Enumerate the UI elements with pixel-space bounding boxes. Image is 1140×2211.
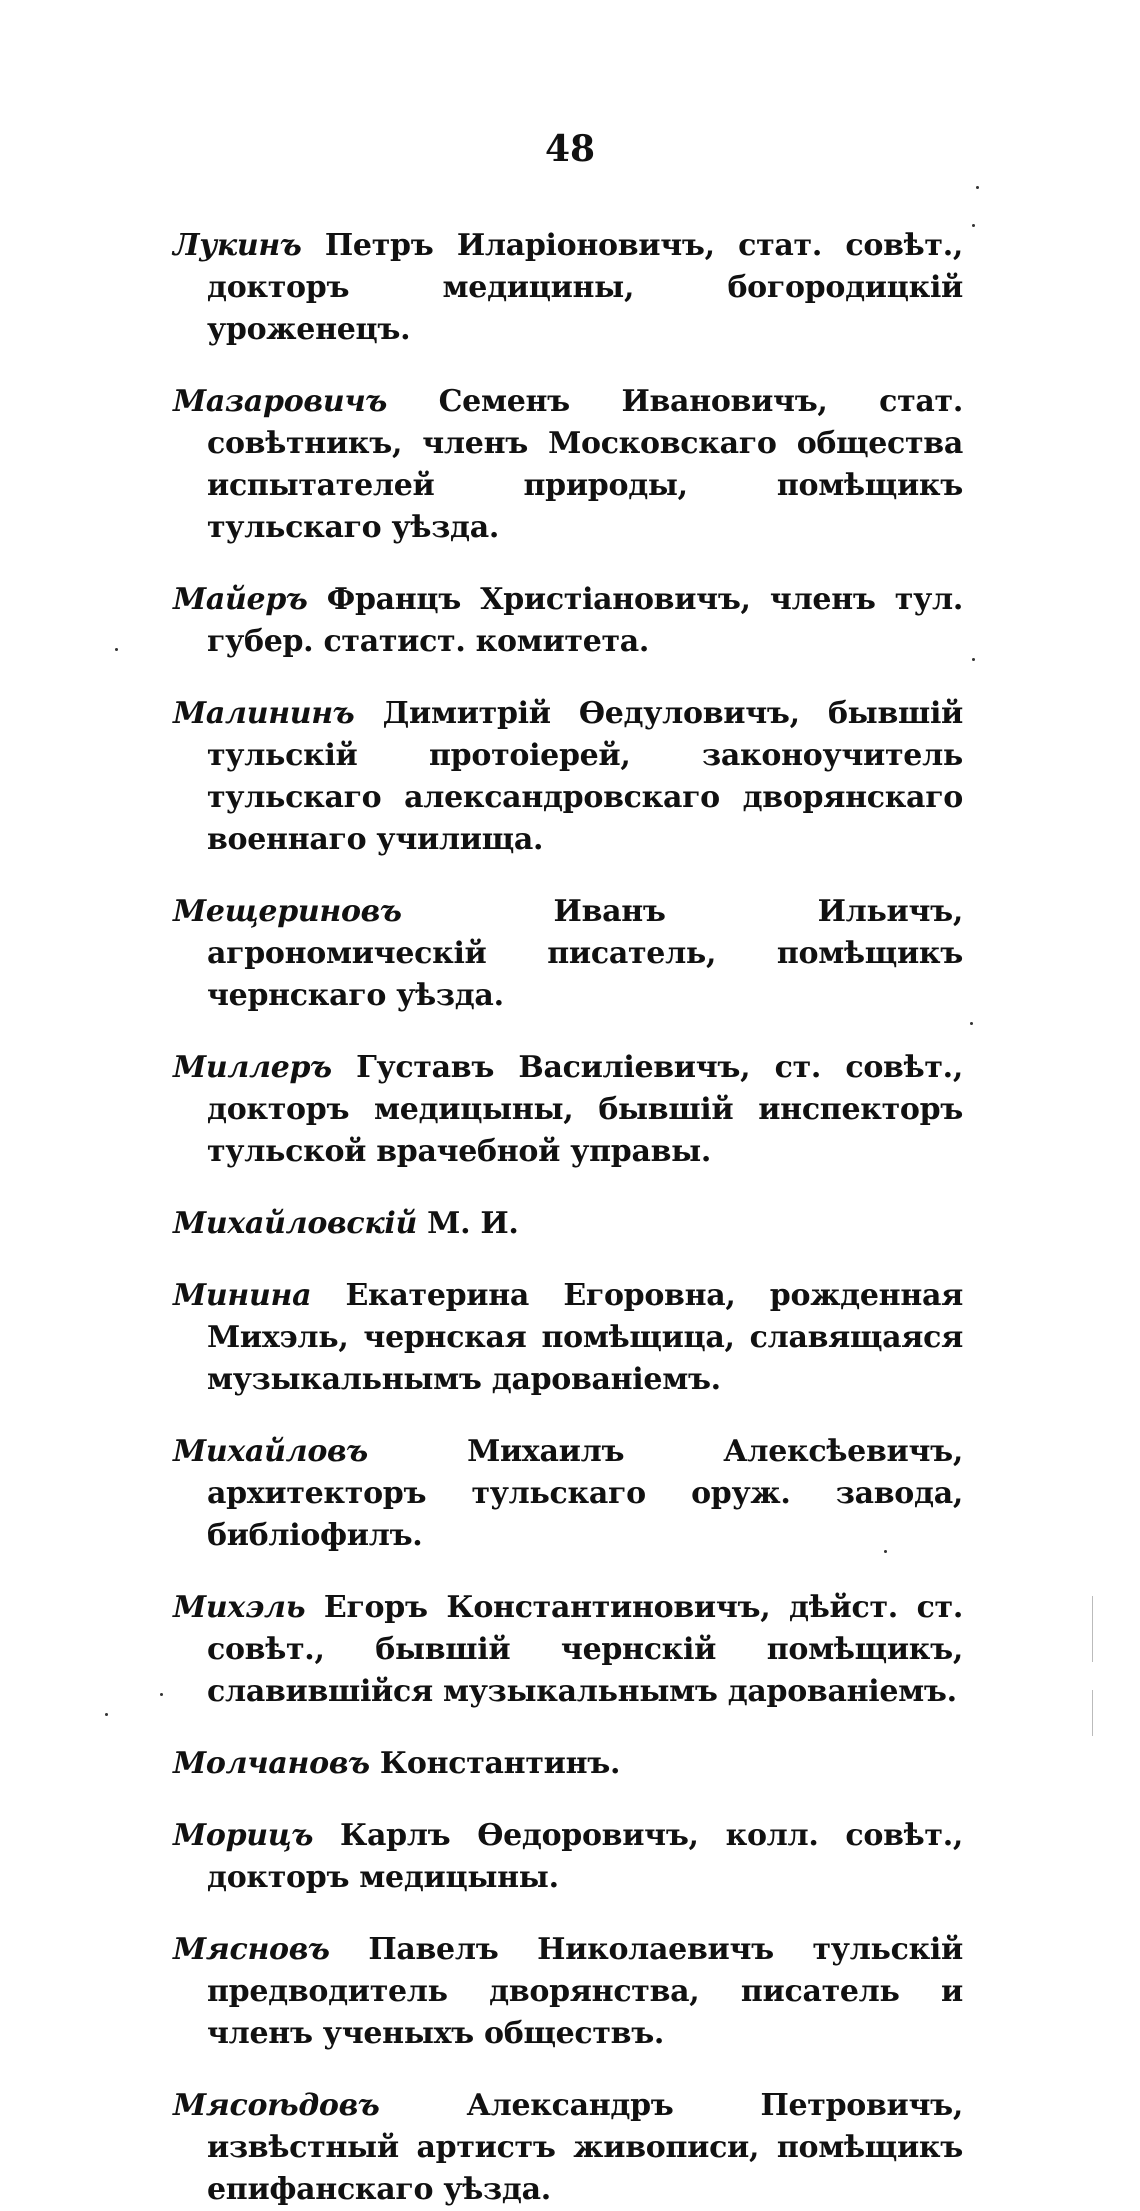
entry-surname: Михайловскій [173,1206,418,1241]
scan-speck [160,1693,163,1696]
entry-surname: Миллеръ [173,1050,332,1085]
scan-speck [972,658,975,661]
entry-text: Егоръ Константиновичъ, дѣйст. ст. совѣт., бывшій чернскій помѣщикъ, славившійся музыкальнымъ дарованіемъ. [207,1590,963,1709]
entry-text: Иванъ Ильичъ, агрономическій писатель, помѣщикъ чернскаго уѣзда. [207,894,963,1013]
entry-surname: Минина [173,1278,312,1313]
entry-surname: Михэль [173,1590,306,1625]
entry-text: Густавъ Василіевичъ, ст. совѣт., докторъ медицыны, бывшій инспекторъ тульской врачебной управы. [207,1050,963,1169]
entry-surname: Лукинъ [173,228,302,263]
list-item [173,2085,963,2211]
entry-text: Павелъ Николаевичъ тульскій предводитель дворянства, писатель и членъ ученыхъ обществъ. [207,1932,963,2051]
entry-surname: Мясновъ [173,1932,330,1967]
list-item [173,1743,963,1785]
entry-text: Константинъ. [379,1746,621,1781]
entry-list [173,195,963,2211]
scan-edge-line [1092,1596,1093,1662]
entry-surname: Михайловъ [173,1434,368,1469]
entry-text: Екатерина Егоровна, рожденная Михэль, чернская помѣщица, славящаяся музыкальнымъ дарованіемъ. [207,1278,963,1397]
entry-text: М. И. [427,1206,519,1241]
entry-surname: Молчановъ [173,1746,370,1781]
entry-text: Михаилъ Алексѣевичъ, архитекторъ тульскаго оруж. завода, библіофилъ. [207,1434,963,1553]
entry-surname: Мещериновъ [173,894,402,929]
list-item [173,1815,963,1899]
entry-surname: Морицъ [173,1818,314,1853]
list-item [173,1047,963,1173]
entry-surname: Малининъ [173,696,355,731]
entry-text: Петръ Иларіоновичъ, стат. совѣт., докторъ медицины, богородицкій уроженецъ. [207,228,963,347]
entry-text: Александръ Петровичъ, извѣстный артистъ живописи, помѣщикъ епифанскаго уѣзда. [207,2088,963,2207]
entry-text: Францъ Христіановичъ, членъ тул. губер. статист. комитета. [207,582,963,659]
list-item [173,1929,963,2055]
scan-speck [884,1550,887,1553]
scan-speck [105,1713,108,1716]
scan-edge-line [1092,1690,1093,1736]
list-item [173,579,963,663]
entry-text: Карлъ Өедоровичъ, колл. совѣт., докторъ медицыны. [207,1818,963,1895]
list-item [173,225,963,351]
scan-speck [972,224,975,227]
list-item [173,891,963,1017]
list-item [173,381,963,549]
list-item [173,1203,963,1245]
entry-surname: Мясоѣдовъ [173,2088,380,2123]
list-item [173,1275,963,1401]
scan-speck [976,186,979,189]
entry-text: Семенъ Ивановичъ, стат. совѣтникъ, членъ Московскаго общества испытателей природы, помѣщикъ тульскаго уѣзда. [207,384,963,545]
scan-speck [970,1022,973,1025]
page-number: 48 [544,128,596,170]
entry-surname: Мазаровичъ [173,384,387,419]
scan-speck [115,648,118,651]
list-item [173,693,963,861]
list-item [173,1587,963,1713]
list-item [173,1431,963,1557]
entry-surname: Майеръ [173,582,308,617]
entry-text: Димитрій Өедуловичъ, бывшій тульскій протоіерей, законоучитель тульскаго александровскаго дворянскаго военнаго училища. [207,696,963,857]
